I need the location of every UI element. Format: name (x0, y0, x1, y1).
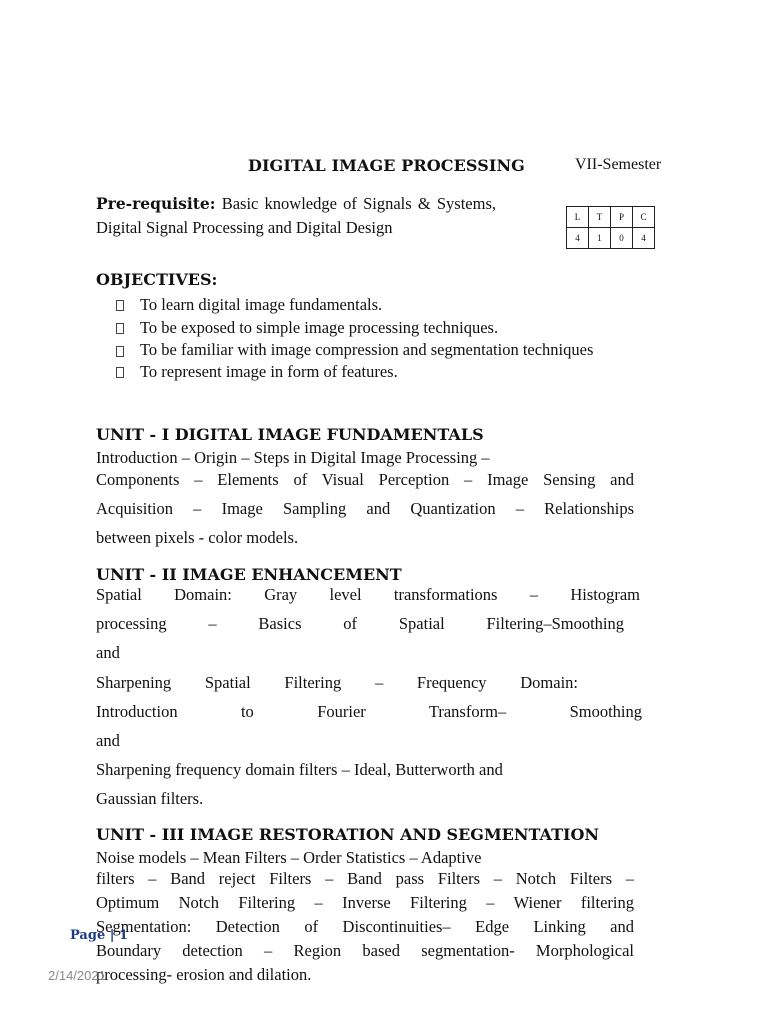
unit3-line: Boundary detection – Region based segmentation- Morphological (96, 941, 634, 960)
objective-text: To represent image in form of features. (140, 362, 398, 381)
prerequisite-text: Basic knowledge of Signals & Systems, Digital Signal Processing and Digital Design (96, 194, 497, 237)
unit2-line: processing – Basics of Spatial Filtering–Smoothing (96, 614, 624, 633)
bullet-box-icon (116, 346, 124, 357)
ltpc-value-p: 0 (611, 228, 633, 249)
date-stamp: 2/14/2021 (48, 968, 106, 983)
unit3-line: processing- erosion and dilation. (96, 965, 312, 984)
unit3-line: Optimum Notch Filtering – Inverse Filtering – Wiener filtering (96, 893, 634, 912)
unit2-heading: UNIT - II IMAGE ENHANCEMENT (96, 565, 402, 584)
unit1-line: Components – Elements of Visual Perception – Image Sensing and (96, 470, 634, 489)
course-title: DIGITAL IMAGE PROCESSING (248, 156, 525, 175)
unit1-line: Introduction – Origin – Steps in Digital Image Processing – (96, 448, 490, 467)
unit2-line: and (96, 643, 120, 662)
ltpc-header-row (567, 207, 655, 228)
objective-item (116, 293, 636, 316)
objective-item (116, 360, 636, 383)
objective-text: To be exposed to simple image processing techniques. (140, 318, 499, 337)
unit2-line: Spatial Domain: Gray level transformations – Histogram (96, 585, 640, 604)
unit3-line: Noise models – Mean Filters – Order Statistics – Adaptive (96, 848, 482, 867)
bullet-box-icon (116, 367, 124, 378)
bullet-box-icon (116, 323, 124, 334)
ltpc-value-t: 1 (589, 228, 611, 249)
unit3-heading: UNIT - III IMAGE RESTORATION AND SEGMENTATION (96, 825, 600, 844)
ltpc-header-c: C (633, 207, 655, 228)
ltpc-table (566, 206, 655, 249)
unit2-line: and (96, 731, 120, 750)
prerequisite-paragraph (96, 192, 496, 240)
unit3-line: filters – Band reject Filters – Band pass Filters – Notch Filters – (96, 869, 634, 888)
objective-item (116, 339, 636, 360)
unit2-line: Introduction to Fourier Transform– Smoothing (96, 702, 642, 721)
objectives-list (116, 293, 636, 383)
page-number-label: Page | 1 (70, 928, 129, 943)
ltpc-value-l: 4 (567, 228, 589, 249)
objective-item (116, 316, 636, 339)
unit1-heading: UNIT - I DIGITAL IMAGE FUNDAMENTALS (96, 425, 484, 444)
ltpc-value-c: 4 (633, 228, 655, 249)
prerequisite-label: Pre-requisite: (96, 194, 216, 213)
semester-label: VII-Semester (575, 156, 662, 173)
unit2-line: Gaussian filters. (96, 789, 204, 808)
bullet-box-icon (116, 300, 124, 311)
ltpc-header-t: T (589, 207, 611, 228)
unit3-line: Segmentation: Detection of Discontinuities– Edge Linking and (96, 917, 634, 936)
ltpc-value-row (567, 228, 655, 249)
objective-text: To learn digital image fundamentals. (140, 295, 383, 314)
ltpc-header-p: P (611, 207, 633, 228)
ltpc-header-l: L (567, 207, 589, 228)
unit1-line: Acquisition – Image Sampling and Quantization – Relationships (96, 499, 634, 518)
objective-text: To be familiar with image compression and segmentation techniques (140, 340, 594, 359)
unit1-line: between pixels - color models. (96, 528, 299, 547)
unit2-line: Sharpening Spatial Filtering – Frequency Domain: (96, 673, 578, 692)
objectives-heading: OBJECTIVES: (96, 270, 218, 289)
unit2-line: Sharpening frequency domain filters – Ideal, Butterworth and (96, 760, 503, 779)
